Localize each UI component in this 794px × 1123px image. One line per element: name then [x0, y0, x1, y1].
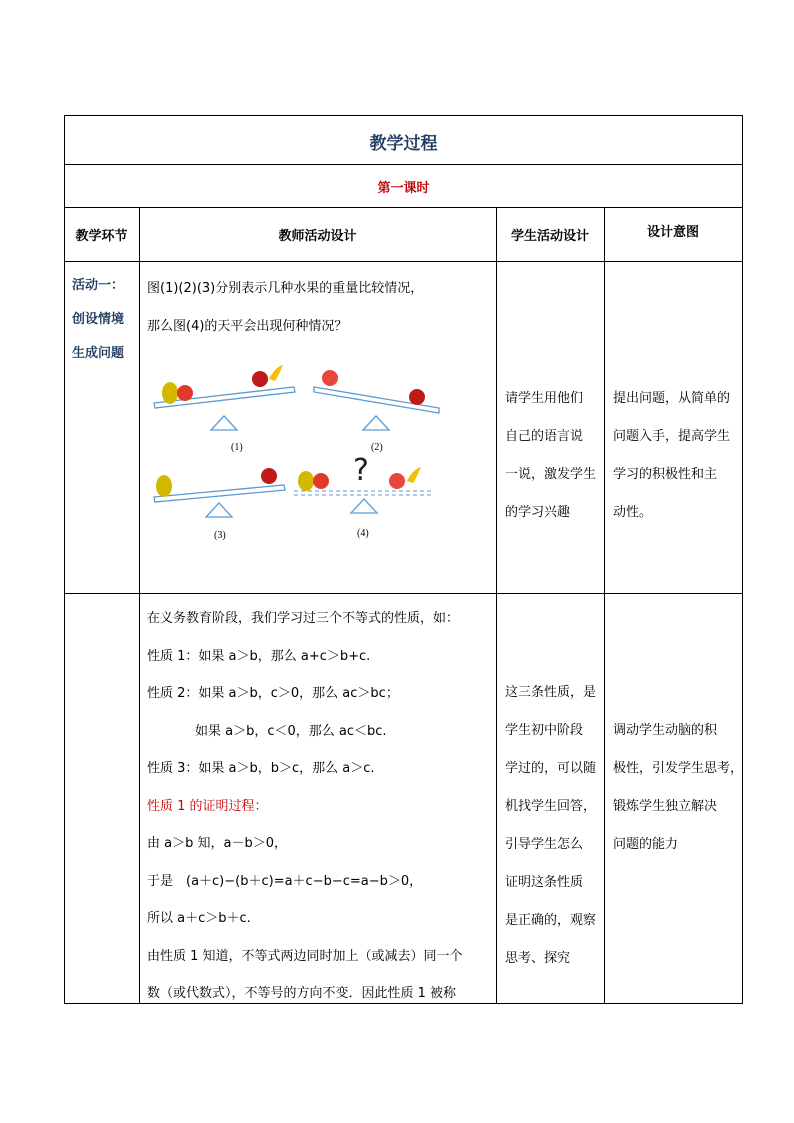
- figure-label: (1): [231, 442, 243, 453]
- header-design-intent: 设计意图: [646, 225, 699, 240]
- text-line: 思考、探究: [505, 951, 571, 966]
- text-line: 请学生用他们: [505, 391, 584, 406]
- text-line: 锻炼学生独立解决: [613, 799, 718, 814]
- balance-scales-figure: [149, 353, 494, 558]
- pear-icon: [162, 382, 178, 404]
- text-line: 如果 a＞b，c＜0，那么 ac＜bc.: [195, 723, 387, 739]
- text-line: 性质 1 的证明过程：: [147, 798, 268, 814]
- header-teaching-stage: 教学环节: [75, 229, 128, 244]
- apple-icon: [322, 370, 338, 386]
- header-teacher-activity: 教师活动设计: [278, 229, 357, 244]
- activity-line: 生成问题: [72, 346, 125, 361]
- row-divider: [64, 207, 743, 208]
- apple-icon: [313, 473, 329, 489]
- text-line: 这三条性质，是: [505, 685, 597, 700]
- text-line: 由 a＞b 知，a－b＞0，: [147, 836, 287, 851]
- teacher-activity-text: [147, 270, 423, 346]
- column-divider: [604, 207, 605, 1004]
- apple-icon: [389, 473, 405, 489]
- banana-icon: [407, 467, 421, 483]
- column-divider: [139, 207, 140, 1004]
- teacher-activity-text: [147, 600, 463, 1013]
- apple-icon: [261, 468, 277, 484]
- question-mark: ?: [353, 453, 369, 488]
- apple-icon: [409, 389, 425, 405]
- text-line: 问题入手，提高学生: [613, 429, 731, 444]
- figure-label: (2): [371, 442, 383, 453]
- design-intent-text: [613, 712, 743, 864]
- table-border-left: [64, 115, 65, 1004]
- text-line: 由性质 1 知道，不等式两边同时加上（或减去）同一个: [147, 948, 463, 964]
- design-intent-text: [613, 380, 730, 532]
- column-divider: [496, 207, 497, 1004]
- activity-label: [72, 269, 124, 371]
- apple-icon: [252, 371, 268, 387]
- student-activity-text: [505, 674, 596, 978]
- text-line: 性质 1：如果 a＞b，那么 a+c＞b+c.: [147, 648, 371, 664]
- balance-scale-4: [294, 453, 434, 539]
- text-line: 的学习兴趣: [505, 505, 571, 520]
- activity-line: 活动一：: [72, 278, 125, 293]
- text-line: 数（或代数式），不等号的方向不变．因此性质 1 被称: [147, 986, 457, 1001]
- text-line: 学过的，可以随: [505, 761, 597, 776]
- text-line: 证明这条性质: [505, 875, 584, 890]
- header-student-activity: 学生活动设计: [510, 229, 589, 244]
- text-line: 性质 3：如果 a＞b，b＞c，那么 a＞c.: [147, 761, 375, 776]
- row-divider: [64, 164, 743, 165]
- table-border-right: [742, 115, 743, 1004]
- table-border-top: [64, 115, 743, 116]
- table-title: 教学过程: [369, 134, 438, 154]
- text-line: 自己的语言说: [505, 429, 584, 444]
- text-line: 图(1)(2)(3)分别表示几种水果的重量比较情况，: [147, 281, 424, 296]
- balance-scale-2: [314, 370, 439, 453]
- text-line: 所以 a＋c＞b＋c.: [147, 911, 251, 926]
- text-line: 机找学生回答，: [505, 799, 597, 814]
- text-line: 调动学生动脑的积: [613, 723, 718, 738]
- text-line: 提出问题，从简单的: [613, 391, 731, 406]
- text-line: 引导学生怎么: [505, 837, 584, 852]
- row-divider: [64, 261, 743, 262]
- figure-label: (3): [214, 530, 226, 541]
- activity-line: 创设情境: [72, 312, 125, 327]
- text-line: 是正确的，观察: [505, 913, 597, 928]
- text-line: 极性，引发学生思考，: [613, 761, 744, 776]
- text-line: 学生初中阶段: [505, 723, 584, 738]
- text-line: 学习的积极性和主: [613, 467, 718, 482]
- text-line: 于是 (a＋c)−(b＋c)=a＋c−b−c=a−b＞0，: [147, 873, 423, 889]
- text-line: 一说，激发学生: [505, 467, 597, 482]
- text-line: 动性。: [613, 505, 653, 520]
- lesson-table: [64, 115, 743, 1004]
- balance-scale-1: [154, 365, 295, 453]
- row-divider: [64, 593, 743, 594]
- apple-icon: [177, 385, 193, 401]
- pear-icon: [156, 475, 172, 497]
- text-line: 那么图(4)的天平会出现何种情况？: [147, 319, 348, 334]
- pear-icon: [298, 471, 314, 491]
- figure-label: (4): [357, 528, 369, 539]
- banana-icon: [269, 365, 283, 381]
- lesson-period: 第一课时: [377, 181, 430, 196]
- student-activity-text: [505, 380, 596, 532]
- text-line: 问题的能力: [613, 837, 679, 852]
- text-line: 性质 2：如果 a＞b，c＞0，那么 ac＞bc；: [147, 686, 399, 701]
- text-line: 在义务教育阶段，我们学习过三个不等式的性质，如：: [147, 611, 460, 626]
- balance-scale-3: [154, 468, 285, 541]
